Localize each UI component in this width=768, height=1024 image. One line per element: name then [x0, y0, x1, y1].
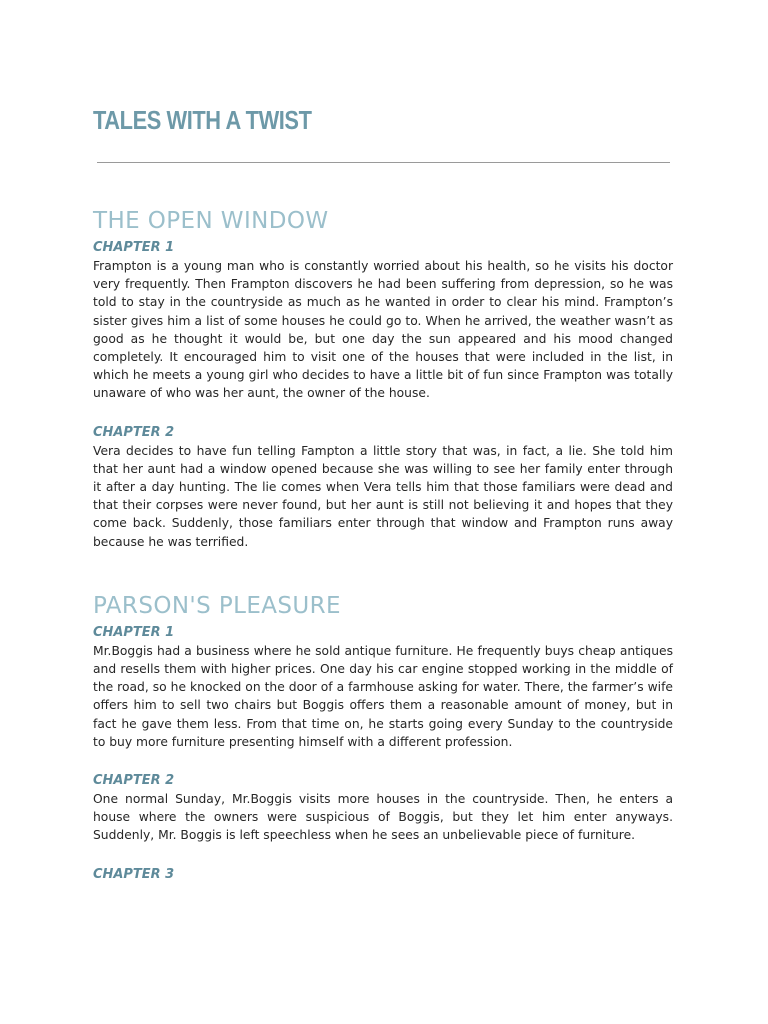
title-divider [97, 162, 670, 163]
chapter-paragraph: Vera decides to have fun telling Fampton a little story that was, in fact, a lie. She told him that her aunt had a window opened because she was willing to see her family enter through it after a day hunting. The lie comes when Vera tells him that those familiars were dead and that their corpses were never found, but her aunt is still not believing it and hopes that they come back. Suddenly, those familiars enter through that window and Frampton runs away because he was terrified. [93, 443, 673, 549]
chapter-heading: CHAPTER 1 [93, 239, 175, 255]
chapter-heading: CHAPTER 2 [93, 423, 175, 440]
chapter-heading: CHAPTER 1 [93, 623, 175, 640]
story-the-open-window [93, 204, 673, 551]
story-parsons-pleasure [93, 589, 673, 883]
document-body [93, 204, 673, 903]
chapter-section [93, 865, 673, 883]
story-title: PARSON'S PLEASURE [93, 592, 341, 619]
story-spacer [93, 571, 673, 589]
chapter-paragraph: Frampton is a young man who is constantly worried about his health, so he visits his doctor very frequently. Then Frampton discovers he had been suffering from depression, so he was told to stay in the countryside as much as he wanted in order to clear his mind. Frampton’s sister gives him a list of some houses he could go to. When he arrived, the weather wasn’t as good as he thought it would be, but one day the sun appeared and his mood changed completely. It encouraged him to visit one of the houses that were included in the list, in which he meets a young girl who decides to have a little bit of fun since Frampton was totally unaware of who was her aunt, the owner of the house. [93, 259, 673, 401]
chapter-section [93, 771, 673, 845]
chapter-section [93, 238, 673, 403]
story-title: THE OPEN WINDOW [93, 208, 329, 234]
chapter-heading: CHAPTER 3 [93, 865, 175, 882]
document-title: TALES WITH A TWIST [93, 105, 312, 135]
chapter-heading: CHAPTER 2 [93, 772, 175, 789]
chapter-section [93, 423, 673, 551]
chapter-paragraph: One normal Sunday, Mr.Boggis visits more houses in the countryside. Then, he enters a house where the owners were suspicious of Boggis, but they let him enter anyways. Suddenly, Mr. Boggis is left speechless when he sees an unbelievable piece of furniture. [93, 792, 673, 843]
chapter-section [93, 623, 673, 751]
chapter-paragraph: Mr.Boggis had a business where he sold antique furniture. He frequently buys cheap antiques and resells them with higher prices. One day his car engine stopped working in the middle of the road, so he knocked on the door of a farmhouse asking for water. There, the farmer’s wife offers him to sell two chairs but Boggis offers them a reasonable amount of money, but in fact he gave them less. From that time on, he starts going every Sunday to the countryside to buy more furniture presenting himself with a different profession. [93, 643, 673, 749]
